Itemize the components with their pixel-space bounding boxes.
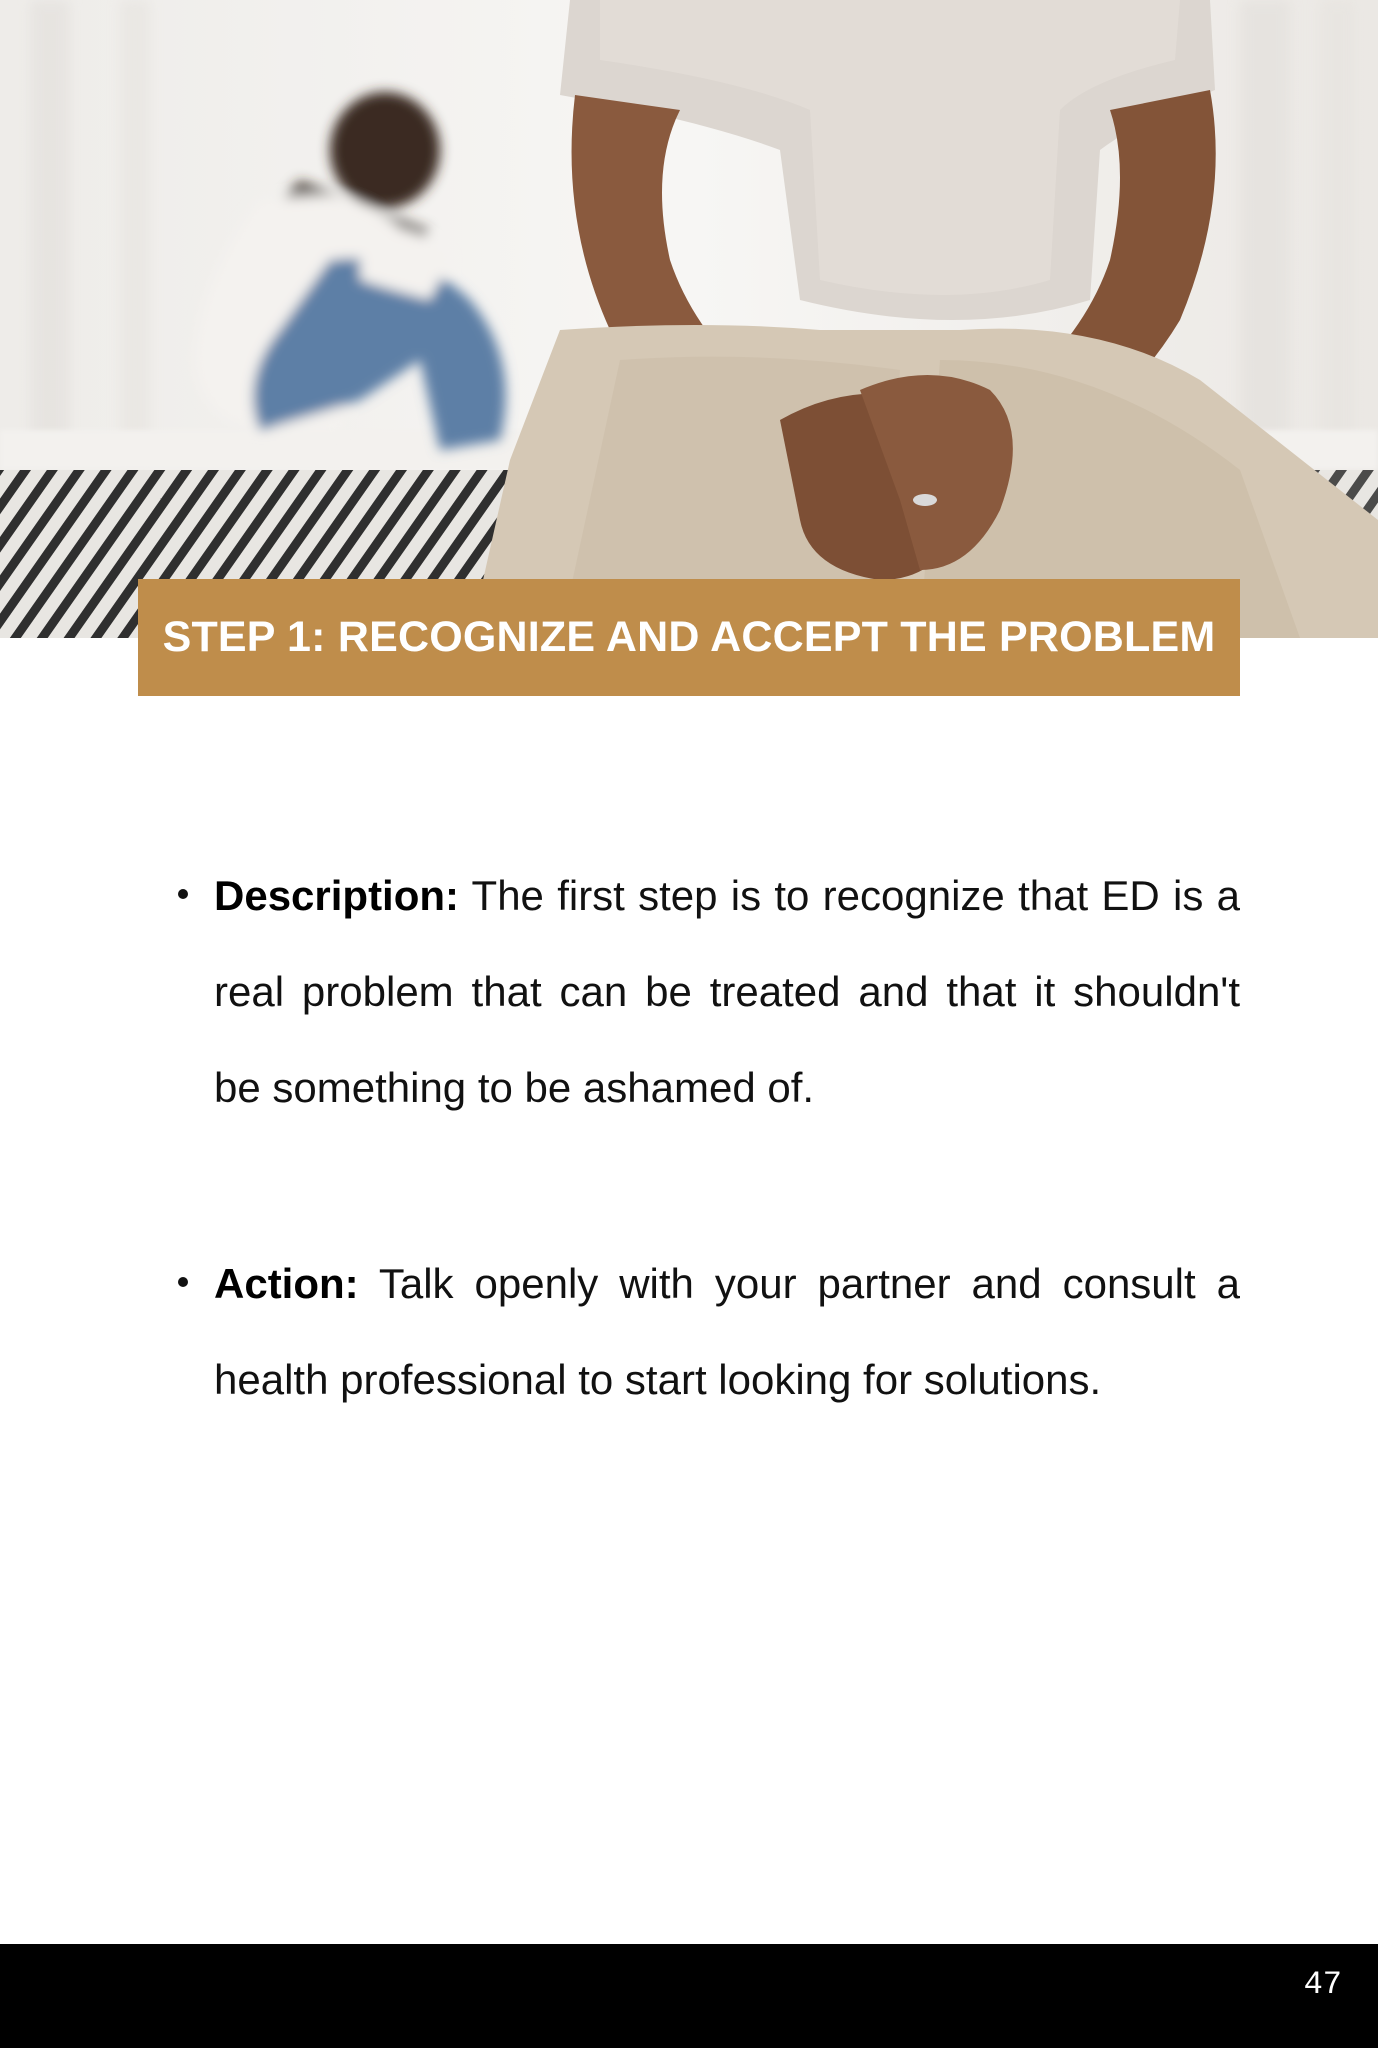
bullet-text: The first step is to recognize that ED is a real problem that can be treated and that it shouldn't be something to be ashamed of. bbox=[214, 872, 1240, 1111]
bullet-text: Talk openly with your partner and consult a health professional to start looking for solutions. bbox=[214, 1260, 1240, 1403]
page-footer bbox=[0, 1944, 1378, 2048]
page-number: 47 bbox=[1303, 1966, 1342, 2003]
hero-photo bbox=[0, 0, 1378, 638]
title-banner bbox=[138, 579, 1240, 696]
bullet-icon bbox=[178, 1277, 188, 1287]
list-item-action bbox=[172, 1236, 1240, 1428]
hero-photo-illustration bbox=[0, 0, 1378, 638]
bullet-list bbox=[172, 848, 1240, 1528]
list-item-description bbox=[172, 848, 1240, 1136]
bullet-label: Action: bbox=[214, 1260, 359, 1307]
page-title: STEP 1: RECOGNIZE AND ACCEPT THE PROBLEM bbox=[162, 613, 1216, 661]
bullet-icon bbox=[178, 889, 188, 899]
bullet-label: Description: bbox=[214, 872, 460, 919]
